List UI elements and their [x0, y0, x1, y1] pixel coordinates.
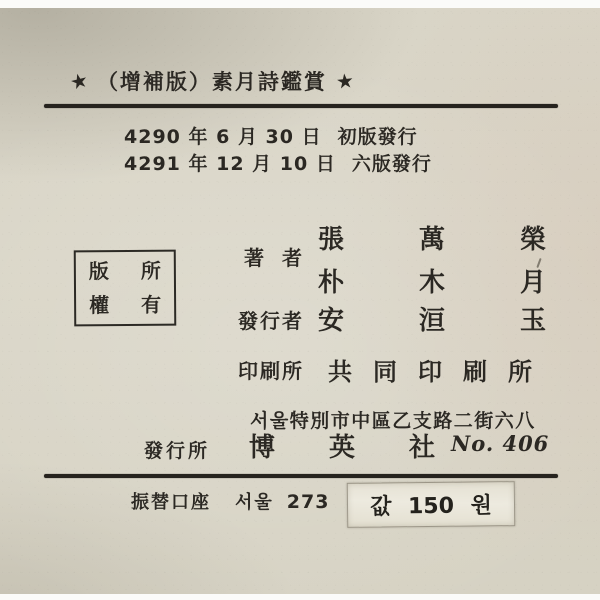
giro-account-row — [131, 488, 329, 514]
first-edition-line — [124, 122, 418, 149]
sixth-edition-label: 六版發行 — [351, 153, 432, 175]
copyright-stamp-box — [74, 250, 177, 327]
publisher-address: 서울特別市中區乙支路二街六八 — [250, 410, 536, 432]
publisher-label: 發行者 — [238, 309, 304, 333]
author-label — [244, 242, 302, 271]
publishing-house-char: 博 — [249, 433, 276, 463]
stamp-char: 版 — [88, 259, 109, 284]
publisher-name-char: 安 — [318, 306, 345, 336]
publishing-house-label: 發行所 — [144, 440, 211, 462]
publisher-name-char: 玉 — [519, 306, 546, 336]
first-edition-label: 初版發行 — [337, 126, 418, 148]
first-edition-date: 4290 年 6 月 30 日 — [124, 126, 322, 148]
author-name-park-mok-wol — [318, 262, 546, 299]
horizontal-rule-top — [44, 104, 558, 108]
author-label-char: 者 — [282, 246, 302, 270]
giro-account-city: 서울 — [235, 492, 274, 513]
publisher-name-char: 洹 — [418, 306, 445, 336]
printer-name-char: 共 — [328, 358, 352, 386]
publisher-name — [318, 300, 546, 337]
sixth-edition-line — [124, 149, 432, 176]
book-title: （增補版）素月詩鑑賞 — [96, 70, 327, 94]
printer-name-char: 同 — [373, 358, 397, 386]
giro-account-label: 振替口座 — [131, 492, 211, 513]
price-text: 값 150 원 — [370, 493, 493, 520]
printer-label: 印刷所 — [238, 359, 304, 383]
stamp-char: 所 — [140, 258, 161, 283]
book-title-row — [67, 66, 356, 96]
author-name-char: 榮 — [519, 225, 546, 255]
author-name-char: 萬 — [418, 225, 445, 255]
author-label-char: 著 — [244, 246, 264, 270]
author-name-char: 朴 — [318, 268, 345, 298]
price-sticker — [347, 481, 515, 528]
publishing-house-char: 社 — [408, 433, 435, 463]
star-icon: ★ — [67, 67, 91, 95]
registration-number: No. 406 — [451, 431, 550, 456]
publishing-house-name — [249, 427, 435, 464]
printer-name-char: 所 — [508, 358, 532, 386]
printer-name-char: 刷 — [463, 358, 487, 386]
sixth-edition-date: 4291 年 12 月 10 日 — [124, 153, 336, 175]
author-name-char: 木 — [418, 268, 445, 298]
printer-name-char: 印 — [418, 358, 442, 386]
printer-name — [328, 352, 532, 387]
author-name-jang-man-yeong — [318, 219, 546, 256]
author-name-char: 月 — [519, 268, 546, 298]
publishing-house-char: 英 — [328, 433, 355, 463]
horizontal-rule-bottom — [44, 474, 558, 478]
star-icon: ★ — [334, 68, 356, 94]
paper-background — [0, 8, 600, 594]
stamp-char: 權 — [89, 293, 110, 318]
stamp-char: 有 — [141, 292, 162, 317]
author-name-char: 張 — [318, 225, 345, 255]
giro-account-number: 273 — [286, 491, 330, 513]
